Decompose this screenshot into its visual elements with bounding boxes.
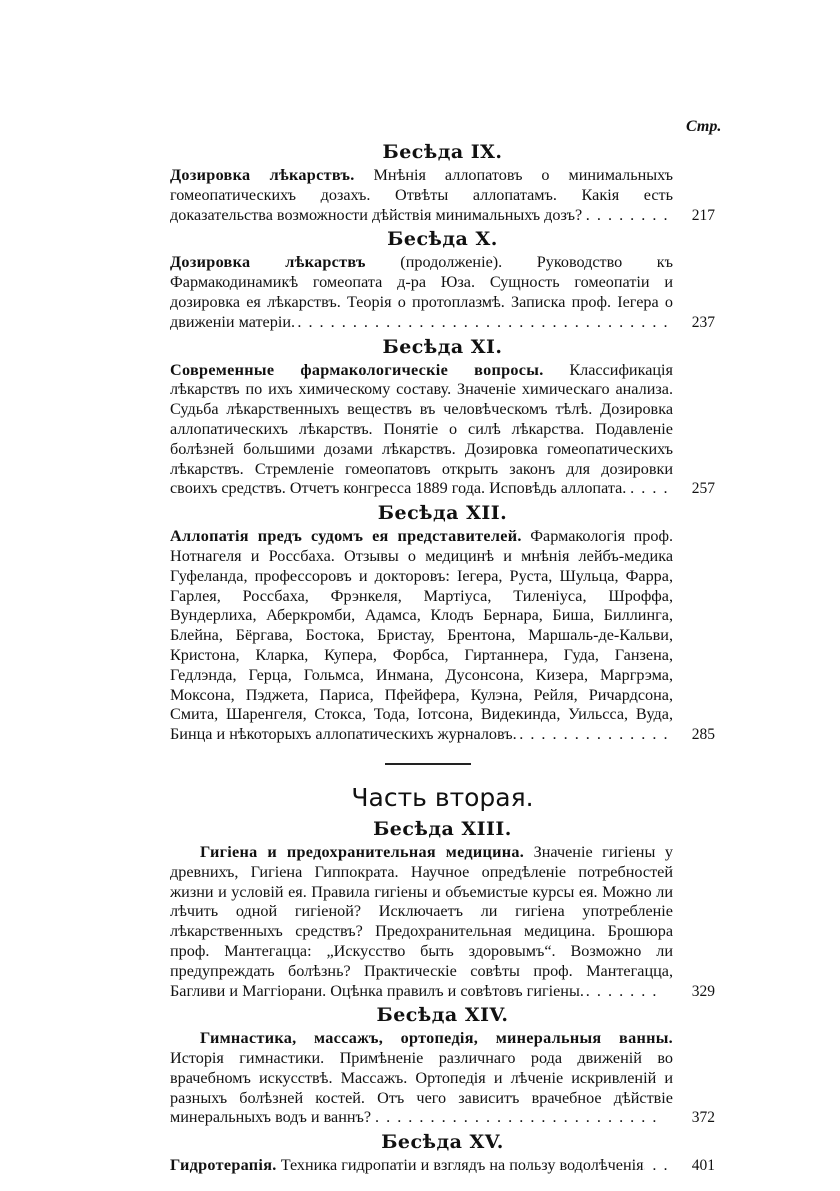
entry-text: (продолженіе). Руководство къ Фармакодинамикѣ гомеопата д-ра Юза. Сущность гомеопатіи и дозировка ея лѣкарствъ. Теорія о протоплазмѣ. Записка проф. Іегера о движеніи матеріи. — [170, 253, 673, 331]
entry-text: Исторія гимнастики. Примѣненіе различнаго рода движеній во врачебномъ искусствѣ. Массажъ. Ортопедія и лѣченіе искривленій и разныхъ болѣзней костей. Отъ чего зависитъ врачебное дѣйствіе минеральныхъ водъ и ваннъ? — [170, 1049, 673, 1127]
toc-entry — [170, 253, 715, 332]
separator-rule — [385, 763, 471, 765]
section-heading: Бесѣда X. — [387, 228, 498, 251]
entry-title: Современные фармакологическіе вопросы. — [170, 360, 544, 379]
toc-column — [170, 140, 715, 1178]
toc-section-15 — [170, 1130, 715, 1176]
section-heading: Бесѣда XV. — [381, 1131, 504, 1154]
page-number: 372 — [656, 1108, 715, 1128]
entry-title: Дозировка лѣкарствъ. — [170, 166, 355, 184]
toc-section-11 — [170, 335, 715, 500]
entry-title: Гигіена и предохранительная медицина. — [200, 842, 525, 861]
entry-title: Аллопатія предъ судомъ ея представителей. — [170, 527, 522, 546]
entry-title: Гидротерапія. — [170, 1156, 277, 1175]
part-title: Часть вторая. — [351, 782, 534, 812]
toc-section-9 — [170, 140, 715, 225]
section-heading: Бесѣда XIII. — [373, 817, 512, 840]
section-heading: Бесѣда IX. — [382, 141, 503, 163]
page-number: 237 — [686, 313, 715, 333]
entry-title: Гимнастика, массажъ, ортопедія, минеральныя ванны. — [200, 1029, 673, 1048]
entry-text: Значеніе гигіены у древнихъ, Гигіена Гиппократа. Научное опредѣленіе потребностей жизни и условій ея. Правила гигіены и объемистые курсы ея. Можно ли лѣчить одной гигіеной? Исключаетъ ли гигіена употребленіе лѣкарственныхъ средствъ? Предохранительная медицина. Брошюра проф. Мантегацца: „Искусство быть здоровымъ“. Возможно ли предупреждать болѣзнь? Практическіе совѣты проф. Мантегацца, Багливи и Маггіорани. Оцѣнка правилъ и совѣтовъ гигіены. — [170, 842, 673, 1000]
page-column-label: Стр. — [686, 118, 722, 135]
toc-entry — [170, 166, 715, 225]
page-number: 401 — [686, 1156, 715, 1176]
page-number: 329 — [656, 982, 715, 1002]
toc-entry — [170, 1029, 715, 1128]
toc-section-14 — [170, 1003, 715, 1128]
page-number: 257 — [686, 479, 715, 499]
toc-entry — [170, 527, 715, 745]
entry-text: Фармакологія проф. Нотнагеля и Россбаха. Отзывы о медицинѣ и мнѣнія лейбъ-медика Гуфеланда, профессоровъ и докторовъ: Іегера, Руста, Шульца, Фарра, Гарлея, Россбаха, Фрэнкеля, Мартіуса, Тиленіуса, Шроффа, Вундерлиха, Аберкромби, Адамса, Клодъ Бернара, Биша, Биллинга, Блейна, Бёргава, Бостока, Бристау, Брентона, Маршаль-де-Кальви, Кристона, Кларка, Купера, Форбса, Гиртаннера, Гуда, Ганзена, Гедлэнда, Герца, Гольмса, Инмана, Дусонсона, Кизера, Маргрэма, Моксона, Пэджета, Париса, Пфейфера, Кулэна, Рейля, Ричардсона, Смита, Шаренгеля, Стокса, Тода, Іотсона, Видекинда, Уильсса, Вуда, Бинца и нѣкоторыхъ аллопатическихъ журналовъ. — [170, 527, 673, 744]
entry-text: Классификація лѣкарствъ по ихъ химическому составу. Значеніе химическаго анализа. Судьба лѣкарственныхъ веществъ въ человѣческомъ тѣлѣ. Дозировка аллопатическихъ лѣкарствъ. Понятіе о силѣ лѣкарства. Подавленіе болѣзней большими дозами лѣкарствъ. Дозировка гомеопатическихъ лѣкарствъ. Стремленіе гомеопатовъ открыть законъ для дозировки своихъ средствъ. Отчетъ конгресса 1889 года. Исповѣдь аллопата. — [170, 360, 674, 498]
section-heading: Бесѣда XI. — [382, 335, 503, 358]
toc-entry — [170, 1156, 715, 1176]
toc-section-13 — [170, 817, 715, 1001]
page-number: 217 — [686, 206, 715, 226]
page-number: 285 — [686, 725, 715, 745]
section-heading: Бесѣда XII. — [377, 502, 508, 525]
entry-title: Дозировка лѣкарствъ — [170, 253, 366, 272]
toc-section-10 — [170, 227, 715, 332]
toc-entry — [170, 843, 715, 1001]
toc-section-12 — [170, 501, 715, 745]
toc-entry — [170, 361, 715, 500]
entry-text: Техника гидропатіи и взглядъ на пользу водолѣченія — [276, 1156, 644, 1175]
section-heading: Бесѣда XIV. — [376, 1004, 509, 1027]
entry-text: Мнѣнія аллопатовъ о минимальныхъ гомеопатическихъ дозахъ. Отвѣты аллопатамъ. Какія есть доказательства возможности дѣйствія минимальныхъ дозъ? — [170, 166, 674, 224]
